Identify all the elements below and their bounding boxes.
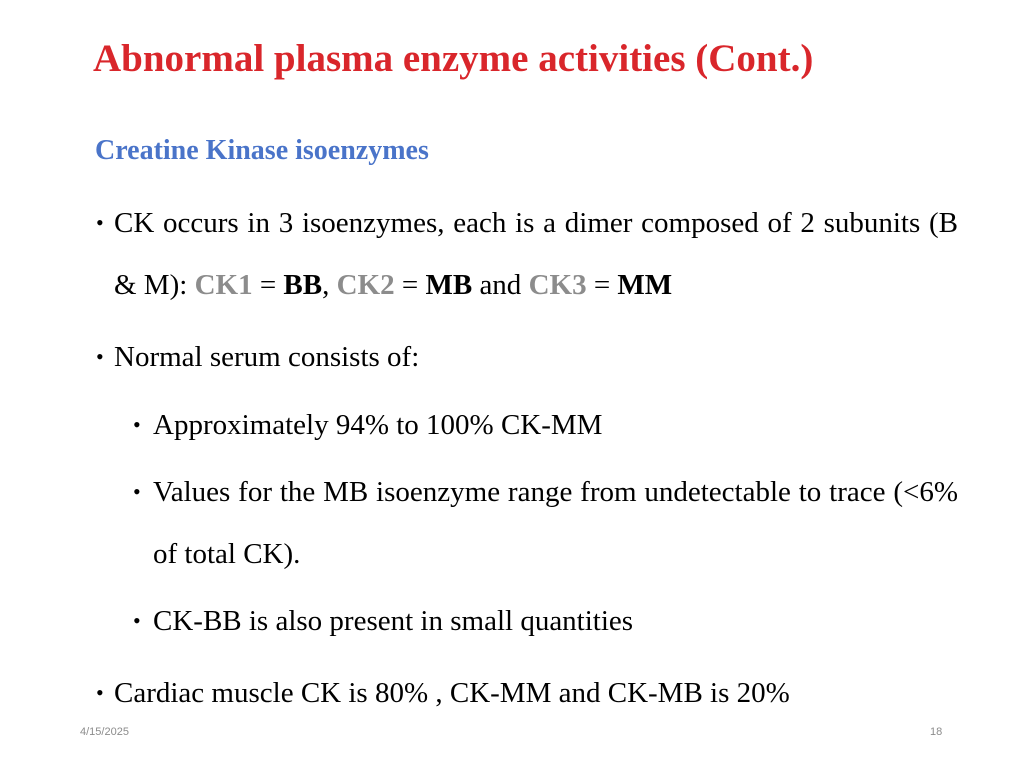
- bullet-normal-serum: [96, 326, 958, 388]
- ck2-name: CK2: [336, 269, 395, 301]
- ck2-value: MB: [425, 269, 473, 301]
- separator: ,: [322, 269, 337, 301]
- sub-bullet-ck-bb: [133, 590, 958, 652]
- ck1-name: CK1: [194, 269, 253, 301]
- ck1-value: BB: [283, 269, 323, 301]
- sub-bullet-text: CK-BB is also present in small quantities: [153, 605, 634, 637]
- footer-date: 4/15/2025: [80, 726, 129, 738]
- equals-sign: =: [394, 269, 426, 301]
- sub-bullet-mb-range: [133, 461, 958, 585]
- bullet-text-intro: CK occurs in 3 isoenzymes, each is a dimer composed of 2 subunits (B & M):: [114, 207, 958, 301]
- equals-sign: =: [586, 269, 618, 301]
- ck3-value: MM: [617, 269, 673, 301]
- bullet-ck-isoenzymes: [96, 192, 958, 316]
- page-number: 18: [930, 726, 943, 738]
- slide-title: Abnormal plasma enzyme activities (Cont.): [93, 37, 814, 80]
- slide-subtitle: Creatine Kinase isoenzymes: [95, 135, 429, 166]
- bullet-dot-icon: •: [96, 680, 104, 705]
- bullet-text: Normal serum consists of:: [114, 341, 420, 373]
- bullet-dot-icon: •: [133, 479, 141, 504]
- bullet-dot-icon: •: [96, 344, 104, 369]
- equals-sign: =: [252, 269, 284, 301]
- bullet-cardiac-muscle: [96, 662, 958, 724]
- separator: and: [472, 269, 529, 301]
- sub-bullet-ck-mm: [133, 394, 958, 456]
- bullet-dot-icon: •: [133, 608, 141, 633]
- bullet-text: Cardiac muscle CK is 80% , CK-MM and CK-MB is 20%: [114, 677, 790, 709]
- bullet-dot-icon: •: [96, 210, 104, 235]
- bullet-dot-icon: •: [133, 412, 141, 437]
- sub-bullet-text: Approximately 94% to 100% CK-MM: [153, 409, 603, 441]
- ck3-name: CK3: [528, 269, 587, 301]
- bullet-text: [96, 192, 958, 316]
- sub-bullet-text: Values for the MB isoenzyme range from undetectable to trace (<6% of total CK).: [153, 476, 958, 570]
